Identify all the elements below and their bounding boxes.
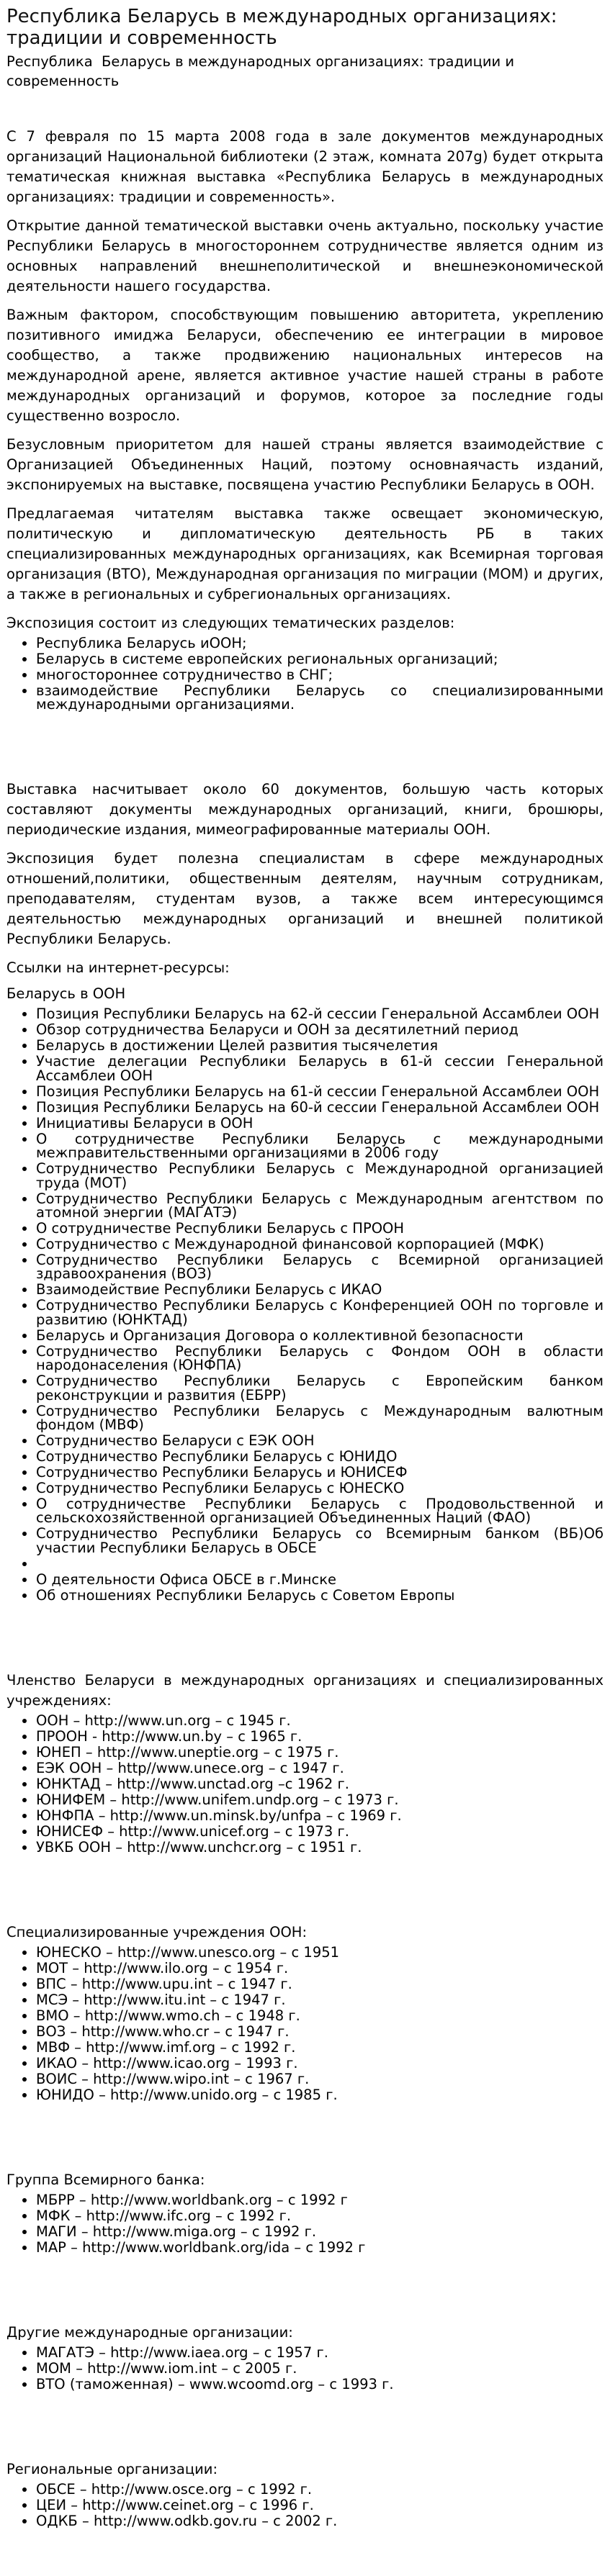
description-paragraph: Экспозиция будет полезна специалистам в сфере международных отношений,политики, общественным деятелям, научным сотрудникам, преподавателям, студентам вузов, а также всем интересующимся деятельностью международных организаций и внешней политикой Республики Беларусь. [6,850,604,948]
intro-paragraph: Предлагаемая читателям выставка также освещает экономическую, политическую и дипломатическую деятельность РБ в таких специализированных международных организациях, как Всемирная торговая организация (ВТО), Международная организация по миграции (МОМ) и других, а также в региональных и субрегиональных организациях. [6,505,604,602]
link-item[interactable]: • О сотрудничестве Республики Беларусь с Продовольственной и сельскохозяйственной организацией Объединенных Наций (ФАО) [36,1497,604,1525]
link-item[interactable]: • Сотрудничество Республики Беларусь и ЮНИСЕФ [36,1465,604,1479]
list-item: • МОМ – http://www.iom.int – с 2005 г. [36,2362,604,2375]
spacer [6,1856,604,1922]
description-section [6,779,604,949]
intro-section [6,127,604,605]
list-item: • ВОЗ – http://www.who.cr – с 1947 г. [36,2025,604,2038]
spacer [6,2256,604,2323]
list-item: • ЕЭК ООН – http//www.unece.org – с 1947 г. [36,1761,604,1775]
spacer [6,2104,604,2170]
spacer [6,1604,604,1671]
links-heading: Ссылки на интернет-ресурсы: [6,959,230,977]
link-item[interactable]: • Обзор сотрудничества Беларуси и ООН за десятилетний период [36,1023,604,1036]
membership-section [6,1671,604,1854]
spacer [6,91,604,127]
intro-paragraph: Открытие данной тематической выставки очень актуально, поскольку участие Республики Беларусь в многостороннем сотрудничестве является одним из основных направлений внешнеполитической и внешнеэкономической деятельности нашего государства. [6,217,604,294]
list-item: • ЮНИФЕМ – http://www.unifem.undp.org – с 1973 г. [36,1793,604,1807]
list-item: • ОБСЕ – http://www.osce.org – с 1992 г. [36,2482,604,2496]
list-item: • ИКАО – http://www.icao.org – 1993 г. [36,2056,604,2070]
world-bank-heading: Группа Всемирного банка: [6,2171,205,2188]
list-item: • многостороннее сотрудничество в СНГ; [36,668,604,682]
specialized-list [6,1945,604,2102]
intro-paragraph: С 7 февраля по 15 марта 2008 года в зале документов международных организаций Национальной библиотеки (2 этаж, комната 207g) будет открыта тематическая книжная выставка «Республика Беларусь в международных организациях: традиции и современность». [6,128,604,205]
spacer [6,713,604,779]
list-item: • ЮНЕП – http://www.uneptie.org – с 1975 г. [36,1745,604,1759]
other-orgs-section [6,2323,604,2391]
page-subtitle: Республика Беларусь в международных организациях: традиции и современность [6,53,519,89]
sections-list [6,636,604,712]
regional-section [6,2459,604,2528]
list-item: • МАГАТЭ – http://www.iaea.org – с 1957 г. [36,2346,604,2359]
membership-list [6,1714,604,1854]
other-orgs-heading: Другие международные организации: [6,2323,293,2341]
list-item: • ЮНФПА – http://www.un.minsk.by/unfpa – с 1969 г. [36,1809,604,1822]
world-bank-list [6,2193,604,2254]
link-item[interactable]: • Сотрудничество с Международной финансовой корпорацией (МФК) [36,1237,604,1251]
links-list [6,1007,604,1602]
link-item[interactable]: • Сотрудничество Республики Беларусь с ЮНЕСКО [36,1481,604,1495]
membership-heading: Членство Беларуси в международных организациях и специализированных учреждениях: [6,1671,604,1709]
link-item[interactable]: • Сотрудничество Республики Беларусь с Всемирной организацией здравоохранения (ВОЗ) [36,1253,604,1281]
link-item[interactable]: • Позиция Республики Беларусь на 62-й сессии Генеральной Ассамблеи ООН [36,1007,604,1021]
list-item: • ВТО (таможенная) – www.wcoomd.org – с 1993 г. [36,2377,604,2391]
link-item[interactable]: • О сотрудничестве Республики Беларусь с международными межправительственными организациями в 2006 году [36,1132,604,1160]
list-item: • МАГИ – http://www.miga.org – с 1992 г. [36,2225,604,2238]
list-item: • взаимодействие Республики Беларусь со специализированными международными организациями. [36,684,604,712]
link-item[interactable]: • Сотрудничество Республики Беларусь с Европейским банком реконструкции и развития (ЕБРР) [36,1374,604,1402]
regional-list [6,2482,604,2528]
spacer [6,2393,604,2459]
link-item[interactable]: • Беларусь и Организация Договора о коллективной безопасности [36,1329,604,1342]
intro-paragraph: Безусловным приоритетом для нашей страны является взаимодействие с Организацией Объединенных Наций, поэтому основнаячасть изданий, экспонируемых на выставке, посвящена участию Республики Беларусь в ООН. [6,436,604,493]
list-item: • Республика Беларусь иООН; [36,636,604,650]
link-item[interactable]: • Сотрудничество Республики Беларусь со Всемирным банком (ВБ)Об участии Республики Беларусь в ОБСЕ [36,1527,604,1555]
list-item: • МАР – http://www.worldbank.org/ida – с 1992 г [36,2241,604,2254]
world-bank-section [6,2170,604,2254]
list-item: • ЮНИСЕФ – http://www.unicef.org – с 1973 г. [36,1825,604,1838]
sections-heading: Экспозиция состоит из следующих тематических разделов: [6,615,455,631]
list-item: • МФК – http://www.ifc.org – с 1992 г. [36,2209,604,2223]
link-item[interactable]: • Сотрудничество Республики Беларусь с Конференцией ООН по торговле и развитию (ЮНКТАД) [36,1298,604,1327]
specialized-heading: Специализированные учреждения ООН: [6,1923,308,1940]
specialized-section [6,1922,604,2102]
other-orgs-list [6,2346,604,2391]
links-group-title: Беларусь в ООН [6,985,126,1003]
list-item: • ВОИС – http://www.wipo.int – с 1967 г. [36,2072,604,2086]
intro-paragraph: Важным фактором, способствующим повышению авторитета, укреплению позитивного имиджа Беларуси, обеспечению ее интеграции в мировое сообщество, а также продвижению национальных интересов на международной арене, является активное участие нашей страны в работе международных организаций и форумов, которое за последние годы существенно возросло. [6,307,604,424]
empty-list-item [36,1557,604,1571]
list-item: • Беларусь в системе европейских региональных организаций; [36,652,604,666]
link-item[interactable]: • Сотрудничество Республики Беларусь с ЮНИДО [36,1450,604,1463]
link-item[interactable]: • О сотрудничестве Республики Беларусь с ПРООН [36,1221,604,1235]
links-section [6,958,604,1602]
link-item[interactable]: • Сотрудничество Республики Беларусь с Фондом ООН в области народонаселения (ЮНФПА) [36,1345,604,1373]
link-item[interactable]: • Об отношениях Республики Беларусь с Советом Европы [36,1588,604,1602]
link-item[interactable]: • Сотрудничество Республики Беларусь с Международной организацией труда (МОТ) [36,1162,604,1190]
link-item[interactable]: • Сотрудничество Республики Беларусь с Международным агентством по атомной энергии (МАГАТЭ) [36,1192,604,1220]
link-item[interactable]: • Сотрудничество Республики Беларусь с Международным валютным фондом (МВФ) [36,1404,604,1432]
link-item[interactable]: • Инициативы Беларуси в ООН [36,1116,604,1130]
list-item: • ВМО – http://www.wmo.ch – с 1948 г. [36,2009,604,2023]
description-paragraph: Выставка насчитывает около 60 документов, большую часть которых составляют документы международных организаций, книги, брошюры, периодические издания, мимеографированные материалы ООН. [6,781,604,839]
list-item: • ЦЕИ – http://www.ceinet.org – с 1996 г. [36,2498,604,2512]
link-item[interactable]: • О деятельности Офиса ОБСЕ в г.Минске [36,1573,604,1586]
link-item[interactable]: • Позиция Республики Беларусь на 60-й сессии Генеральной Ассамблеи ООН [36,1101,604,1114]
list-item: • ВПС – http://www.upu.int – с 1947 г. [36,1977,604,1991]
link-item[interactable]: • Позиция Республики Беларусь на 61-й сессии Генеральной Ассамблеи ООН [36,1085,604,1098]
link-item[interactable]: • Участие делегации Республики Беларусь в 61-й сессии Генеральной Ассамблеи ООН [36,1054,604,1083]
list-item: • МВФ – http://www.imf.org – с 1992 г. [36,2041,604,2054]
page-title: Республика Беларусь в международных организациях: традиции и современность [6,6,557,49]
list-item: • ЮНКТАД – http://www.unctad.org –с 1962 г. [36,1777,604,1791]
list-item: • МОТ – http://www.ilo.org – с 1954 г. [36,1961,604,1975]
list-item: • ОДКБ – http://www.odkb.gov.ru – с 2002 г. [36,2514,604,2528]
list-item: • ЮНИДО – http://www.unido.org – с 1985 г. [36,2088,604,2102]
list-item: • ООН – http://www.un.org – с 1945 г. [36,1714,604,1727]
list-item: • МСЭ – http://www.itu.int – с 1947 г. [36,1993,604,2007]
list-item: • МБРР – http://www.worldbank.org – с 1992 г [36,2193,604,2207]
regional-heading: Региональные организации: [6,2460,218,2477]
list-item: • УВКБ ООН – http://www.unchcr.org – с 1951 г. [36,1840,604,1854]
list-item: • ПРООН - http://www.un.by – с 1965 г. [36,1730,604,1743]
link-item[interactable]: • Взаимодействие Республики Беларусь с ИКАО [36,1283,604,1296]
link-item[interactable]: • Сотрудничество Беларуси с ЕЭК ООН [36,1434,604,1447]
list-item: • ЮНЕСКО – http://www.unesco.org – с 1951 [36,1945,604,1959]
exhibition-sections [6,613,604,712]
link-item[interactable]: • Беларусь в достижении Целей развития тысячелетия [36,1039,604,1052]
